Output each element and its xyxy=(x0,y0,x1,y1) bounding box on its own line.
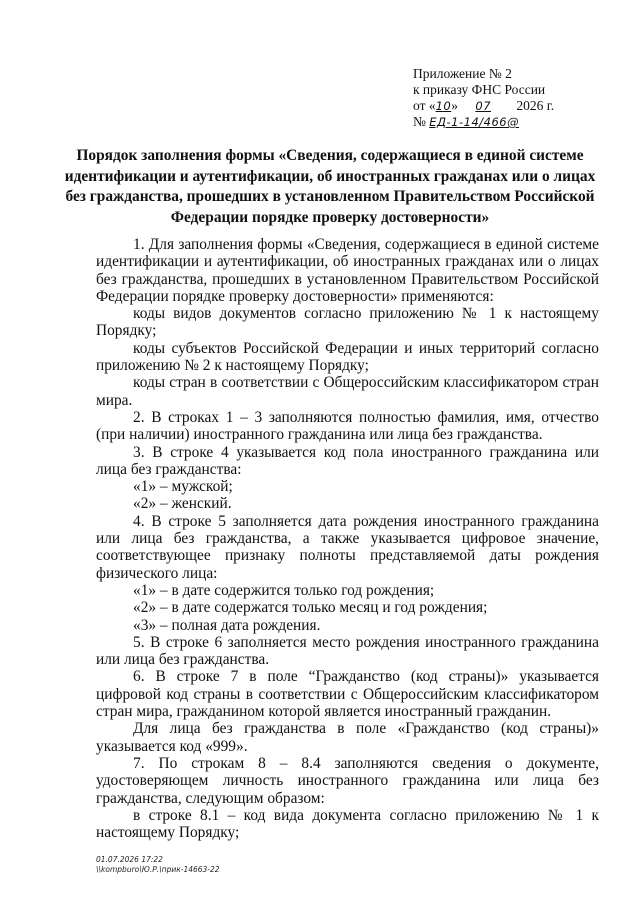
paragraph: «2» – в дате содержатся только месяц и год рождения; xyxy=(133,599,488,617)
document-title: Порядок заполнения формы «Сведения, содержащиеся в единой системе идентификации и аутентификации, об иностранных гражданах или о лицах без гражданства, прошедших в установленном Правительством Российской Федерации порядке проверку достоверности» xyxy=(64,147,596,226)
date-month: 07 xyxy=(475,99,492,113)
paragraph: «3» – полная дата рождения. xyxy=(133,616,321,634)
date-prefix: от « xyxy=(413,98,436,113)
appendix-header xyxy=(413,66,613,130)
paragraph: «2» – женский. xyxy=(133,495,232,513)
appendix-title: Приложение № 2 xyxy=(413,66,512,81)
paragraph: «1» – мужской; xyxy=(133,478,233,496)
footer-file-path: \\kompburo\Ю.Р.\прик-14663-22 xyxy=(96,865,220,874)
appendix-number xyxy=(413,114,613,130)
document-body xyxy=(96,236,599,841)
paragraph: 7. По строкам 8 – 8.4 заполняются сведения о документе, удостоверяющем личность иностранного гражданина или лица без гражданства, следующим образом: xyxy=(96,754,599,807)
date-year: 2026 г. xyxy=(516,98,555,113)
paragraph: 5. В строке 6 заполняется место рождения иностранного гражданина или лица без гражданства. xyxy=(96,633,599,669)
number-value: ЕД-1-14/466@ xyxy=(429,115,520,129)
paragraph: «1» – в дате содержится только год рождения; xyxy=(133,581,435,599)
appendix-date xyxy=(413,98,613,114)
appendix-order-ref: к приказу ФНС России xyxy=(413,82,546,97)
file-footer xyxy=(96,855,220,875)
paragraph: 3. В строке 4 указывается код пола иностранного гражданина или лица без гражданства: xyxy=(96,443,599,478)
paragraph: 2. В строках 1 – 3 заполняются полностью фамилия, имя, отчество (при наличии) иностранного гражданина или лица без гражданства. xyxy=(96,408,599,444)
footer-timestamp: 01.07.2026 17:22 xyxy=(96,855,163,864)
paragraph: коды субъектов Российской Федерации и иных территорий согласно приложению № 2 к настоящему Порядку; xyxy=(96,339,599,375)
date-mid: » xyxy=(451,98,458,113)
number-prefix: № xyxy=(413,114,426,129)
date-day: 10 xyxy=(435,99,452,113)
paragraph: в строке 8.1 – код вида документа согласно приложению № 1 к настоящему Порядку; xyxy=(96,806,599,842)
paragraph: Для лица без гражданства в поле «Гражданство (код страны)» указывается код «999». xyxy=(96,720,599,755)
paragraph: коды стран в соответствии с Общероссийским классификатором стран мира. xyxy=(96,374,599,409)
paragraph: 6. В строке 7 в поле “Гражданство (код страны)» указывается цифровой код страны в соответствии с Общероссийским классификатором стран мира, гражданином которой является иностранный гражданин. xyxy=(96,668,599,721)
paragraph: коды видов документов согласно приложению № 1 к настоящему Порядку; xyxy=(96,305,599,340)
paragraph: 1. Для заполнения формы «Сведения, содержащиеся в единой системе идентификации и аутентификации, об иностранных гражданах или о лицах без гражданства, прошедших в установленном Правительством Российской Федерации порядке проверку достоверности» применяются: xyxy=(96,236,599,305)
paragraph: 4. В строке 5 заполняется дата рождения иностранного гражданина или лица без гражданства, а также указывается цифровое значение, соответствующее признаку полноты представляемой даты рождения физического лица: xyxy=(96,512,599,582)
